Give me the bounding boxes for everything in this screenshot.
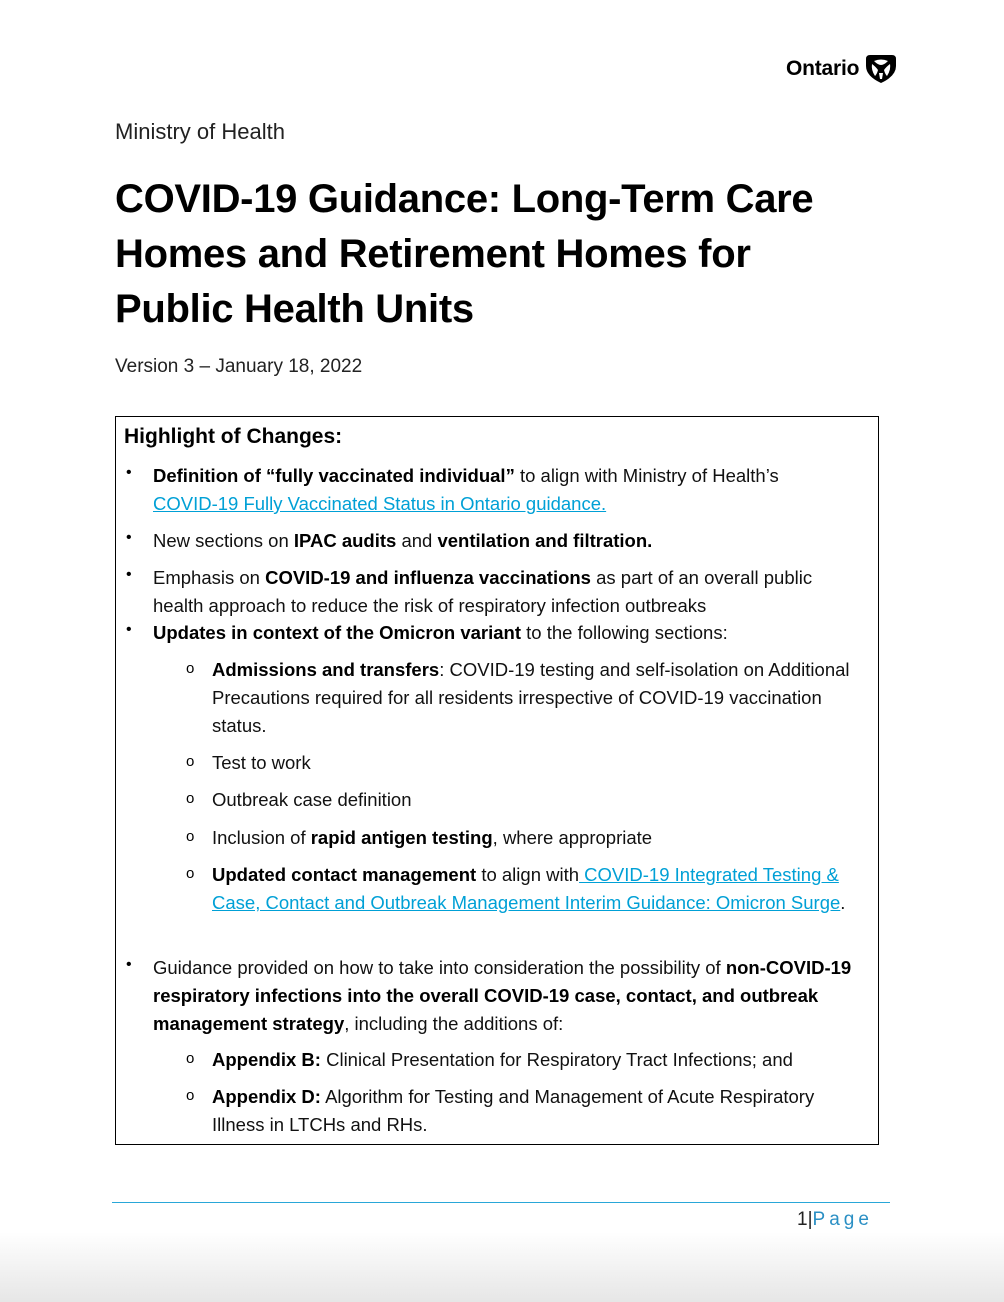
fully-vaccinated-guidance-link[interactable]: COVID-19 Fully Vaccinated Status in Ontario guidance. — [153, 493, 607, 514]
title-line: Homes and Retirement Homes for — [115, 232, 751, 276]
ontario-wordmark: Ontario — [786, 57, 860, 80]
version-date: Version 3 – January 18, 2022 — [115, 356, 363, 377]
sub-item-test-to-work: Test to work — [212, 752, 311, 773]
sub-bullet: o — [186, 790, 195, 807]
sub-bullet: o — [186, 660, 195, 677]
bullet: • — [126, 464, 132, 481]
sub-bullet: o — [186, 1050, 195, 1067]
bullet: • — [126, 956, 132, 973]
sub-bullet: o — [186, 865, 195, 882]
highlight-item-new-sections: New sections on IPAC audits and ventilation and filtration. — [153, 530, 653, 551]
bullet: • — [126, 566, 132, 583]
sub-item-outbreak-case-definition: Outbreak case definition — [212, 789, 412, 810]
sub-item-admissions-transfers: Admissions and transfers: COVID-19 testing and self-isolation on Additional Precautions required for all residents irrespective of COVID-19 vaccination status. — [212, 659, 850, 736]
page-number — [797, 1209, 873, 1231]
viewer-bottom-shade — [0, 1232, 1004, 1302]
ministry-name: Ministry of Health — [115, 119, 285, 144]
omicron-surge-guidance-link[interactable]: COVID-19 Integrated Testing & Case, Contact and Outbreak Management Interim Guidance: Omicron Surge — [212, 864, 841, 913]
document-title — [115, 172, 875, 337]
bullet: • — [126, 529, 132, 546]
sub-item-contact-management: Updated contact management to align with COVID-19 Integrated Testing & Case, Contact and Outbreak Management Interim Guidance: Omicron Surge. — [212, 864, 846, 913]
title-line: Public Health Units — [115, 287, 474, 331]
highlights-heading: Highlight of Changes: — [124, 425, 343, 448]
highlight-item-omicron-updates: Updates in context of the Omicron variant to the following sections: — [153, 622, 728, 643]
title-line: COVID-19 Guidance: Long-Term Care — [115, 177, 814, 221]
footer-divider — [112, 1202, 890, 1203]
ontario-logo — [786, 54, 897, 84]
sub-bullet: o — [186, 753, 195, 770]
bullet: • — [126, 621, 132, 638]
highlight-item-vaccinations: Emphasis on COVID-19 and influenza vaccinations as part of an overall public health approach to reduce the risk of respiratory infection outbreaks — [153, 567, 813, 616]
highlights-box — [115, 416, 879, 1145]
highlight-item-fully-vaccinated: Definition of “fully vaccinated individual” to align with Ministry of Health’s COVID-19 Fully Vaccinated Status in Ontario guidance. — [153, 465, 779, 514]
sub-bullet: o — [186, 828, 195, 845]
ontario-trillium-icon — [865, 54, 897, 84]
page-number-separator: | — [807, 1209, 813, 1230]
sub-item-rapid-antigen-testing: Inclusion of rapid antigen testing, where appropriate — [212, 827, 653, 848]
page-word: Page — [812, 1209, 873, 1230]
sub-bullet: o — [186, 1087, 195, 1104]
page-number-value: 1 — [797, 1209, 808, 1230]
sub-item-appendix-b: Appendix B: Clinical Presentation for Respiratory Tract Infections; and — [212, 1049, 793, 1070]
highlight-item-non-covid-respiratory: Guidance provided on how to take into consideration the possibility of non-COVID-19 respiratory infections into the overall COVID-19 case, contact, and outbreak management strategy, including the additions of: — [153, 957, 852, 1034]
sub-item-appendix-d: Appendix D: Algorithm for Testing and Management of Acute Respiratory Illness in LTCHs and RHs. — [212, 1086, 815, 1135]
